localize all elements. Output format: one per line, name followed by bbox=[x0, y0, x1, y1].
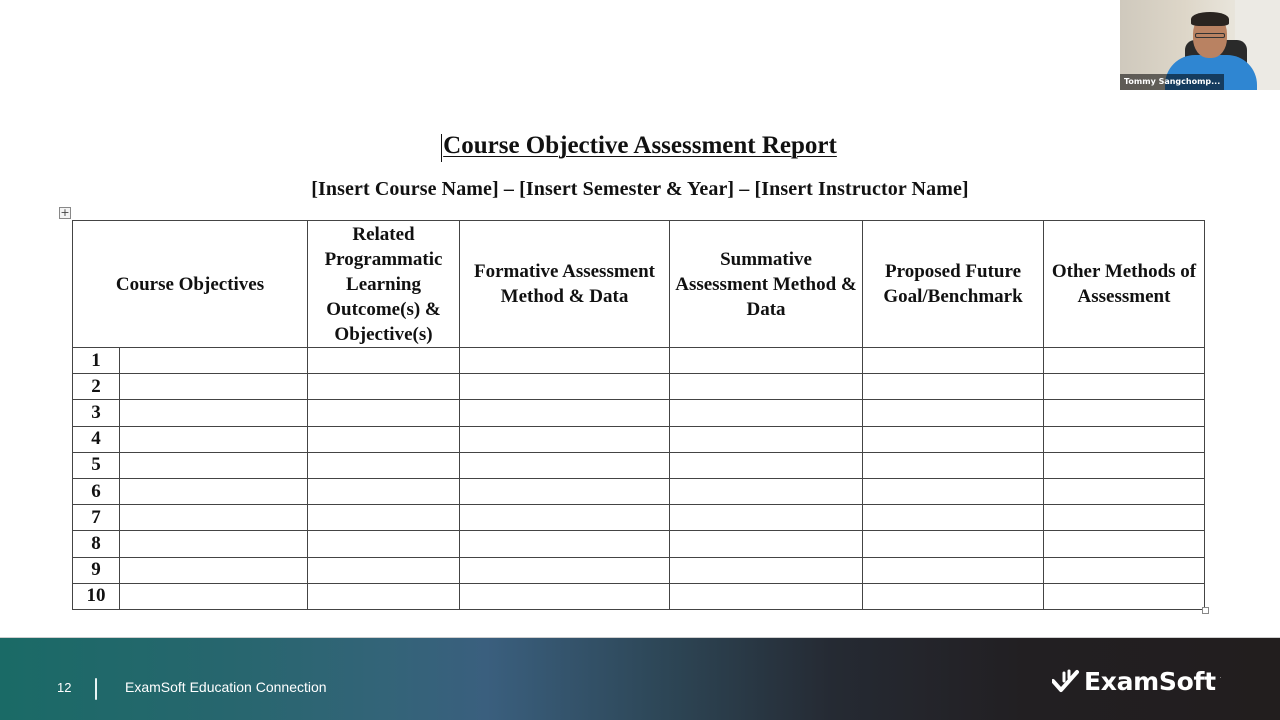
row-number[interactable]: 3 bbox=[73, 400, 120, 426]
cell-course-objective[interactable] bbox=[120, 374, 308, 400]
cell-formative[interactable] bbox=[460, 505, 670, 531]
cell-formative[interactable] bbox=[460, 400, 670, 426]
row-number[interactable]: 9 bbox=[73, 557, 120, 583]
row-number[interactable]: 2 bbox=[73, 374, 120, 400]
cell-other-methods[interactable] bbox=[1044, 400, 1205, 426]
document-subtitle: [Insert Course Name] – [Insert Semester & Year] – [Insert Instructor Name] bbox=[311, 178, 969, 200]
cell-related-outcome[interactable] bbox=[308, 505, 460, 531]
cell-course-objective[interactable] bbox=[120, 348, 308, 374]
cell-course-objective[interactable] bbox=[120, 400, 308, 426]
cell-related-outcome[interactable] bbox=[308, 452, 460, 478]
cell-summative[interactable] bbox=[670, 505, 863, 531]
cell-summative[interactable] bbox=[670, 348, 863, 374]
video-person-glasses bbox=[1195, 33, 1225, 38]
cell-summative[interactable] bbox=[670, 557, 863, 583]
cell-future-goal[interactable] bbox=[863, 426, 1044, 452]
row-number[interactable]: 4 bbox=[73, 426, 120, 452]
cell-course-objective[interactable] bbox=[120, 583, 308, 609]
checkmark-logo-icon bbox=[1052, 669, 1080, 693]
row-number[interactable]: 1 bbox=[73, 348, 120, 374]
cell-related-outcome[interactable] bbox=[308, 348, 460, 374]
cell-summative[interactable] bbox=[670, 583, 863, 609]
cell-other-methods[interactable] bbox=[1044, 452, 1205, 478]
cell-future-goal[interactable] bbox=[863, 505, 1044, 531]
table-row bbox=[73, 531, 1205, 557]
event-name: ExamSoft Education Connection bbox=[125, 679, 327, 695]
cell-other-methods[interactable] bbox=[1044, 374, 1205, 400]
table-row bbox=[73, 557, 1205, 583]
cell-related-outcome[interactable] bbox=[308, 557, 460, 583]
cell-course-objective[interactable] bbox=[120, 531, 308, 557]
text-cursor bbox=[441, 134, 442, 162]
table-row bbox=[73, 583, 1205, 609]
table-row bbox=[73, 426, 1205, 452]
header-summative-assessment[interactable]: Summative Assessment Method & Data bbox=[670, 221, 863, 348]
table-row bbox=[73, 400, 1205, 426]
cell-other-methods[interactable] bbox=[1044, 557, 1205, 583]
document-title bbox=[0, 132, 1280, 160]
slide-page-number: 12 bbox=[57, 680, 72, 695]
cell-formative[interactable] bbox=[460, 531, 670, 557]
cell-other-methods[interactable] bbox=[1044, 505, 1205, 531]
row-number[interactable]: 5 bbox=[73, 452, 120, 478]
cell-related-outcome[interactable] bbox=[308, 531, 460, 557]
cell-summative[interactable] bbox=[670, 452, 863, 478]
cell-other-methods[interactable] bbox=[1044, 531, 1205, 557]
footer-divider bbox=[95, 678, 97, 700]
cell-future-goal[interactable] bbox=[863, 531, 1044, 557]
brand-name: ExamSoft bbox=[1084, 666, 1216, 696]
row-number[interactable]: 8 bbox=[73, 531, 120, 557]
cell-related-outcome[interactable] bbox=[308, 478, 460, 504]
cell-formative[interactable] bbox=[460, 478, 670, 504]
assessment-table bbox=[72, 220, 1205, 610]
cell-related-outcome[interactable] bbox=[308, 374, 460, 400]
cell-other-methods[interactable] bbox=[1044, 348, 1205, 374]
slide-footer bbox=[0, 637, 1280, 720]
cell-future-goal[interactable] bbox=[863, 583, 1044, 609]
cell-course-objective[interactable] bbox=[120, 452, 308, 478]
participant-video-tile[interactable] bbox=[1120, 0, 1280, 90]
cell-future-goal[interactable] bbox=[863, 452, 1044, 478]
cell-future-goal[interactable] bbox=[863, 557, 1044, 583]
cell-future-goal[interactable] bbox=[863, 348, 1044, 374]
cell-summative[interactable] bbox=[670, 531, 863, 557]
cell-summative[interactable] bbox=[670, 478, 863, 504]
table-row bbox=[73, 478, 1205, 504]
header-other-methods[interactable]: Other Methods of Assessment bbox=[1044, 221, 1205, 348]
cell-summative[interactable] bbox=[670, 400, 863, 426]
table-row bbox=[73, 452, 1205, 478]
table-resize-handle[interactable] bbox=[1202, 607, 1209, 614]
table-move-handle-icon[interactable]: + bbox=[60, 206, 70, 219]
cell-summative[interactable] bbox=[670, 374, 863, 400]
document-title-text: Course Objective Assessment Report bbox=[443, 132, 837, 159]
table-row bbox=[73, 505, 1205, 531]
cell-other-methods[interactable] bbox=[1044, 426, 1205, 452]
cell-summative[interactable] bbox=[670, 426, 863, 452]
cell-course-objective[interactable] bbox=[120, 426, 308, 452]
cell-future-goal[interactable] bbox=[863, 478, 1044, 504]
cell-related-outcome[interactable] bbox=[308, 583, 460, 609]
cell-course-objective[interactable] bbox=[120, 505, 308, 531]
header-course-objectives[interactable]: Course Objectives bbox=[73, 221, 308, 348]
table-row bbox=[73, 374, 1205, 400]
cell-formative[interactable] bbox=[460, 426, 670, 452]
table-row bbox=[73, 348, 1205, 374]
header-formative-assessment[interactable]: Formative Assessment Method & Data bbox=[460, 221, 670, 348]
cell-formative[interactable] bbox=[460, 348, 670, 374]
trademark-mark: · bbox=[1219, 675, 1222, 682]
brand-logo bbox=[1052, 665, 1221, 697]
header-related-outcomes[interactable]: Related Programmatic Learning Outcome(s) & Objective(s) bbox=[308, 221, 460, 348]
cell-other-methods[interactable] bbox=[1044, 583, 1205, 609]
cell-future-goal[interactable] bbox=[863, 374, 1044, 400]
participant-name-label: Tommy Sangchomp... bbox=[1120, 74, 1224, 90]
row-number[interactable]: 10 bbox=[73, 583, 120, 609]
cell-formative[interactable] bbox=[460, 374, 670, 400]
header-future-goal[interactable]: Proposed Future Goal/Benchmark bbox=[863, 221, 1044, 348]
row-number[interactable]: 7 bbox=[73, 505, 120, 531]
cell-related-outcome[interactable] bbox=[308, 426, 460, 452]
cell-formative[interactable] bbox=[460, 452, 670, 478]
cell-future-goal[interactable] bbox=[863, 400, 1044, 426]
cell-related-outcome[interactable] bbox=[308, 400, 460, 426]
cell-course-objective[interactable] bbox=[120, 478, 308, 504]
table-header-row bbox=[73, 221, 1205, 348]
cell-formative[interactable] bbox=[460, 583, 670, 609]
cell-other-methods[interactable] bbox=[1044, 478, 1205, 504]
row-number[interactable]: 6 bbox=[73, 478, 120, 504]
video-person-hair bbox=[1191, 12, 1229, 26]
cell-course-objective[interactable] bbox=[120, 557, 308, 583]
cell-formative[interactable] bbox=[460, 557, 670, 583]
